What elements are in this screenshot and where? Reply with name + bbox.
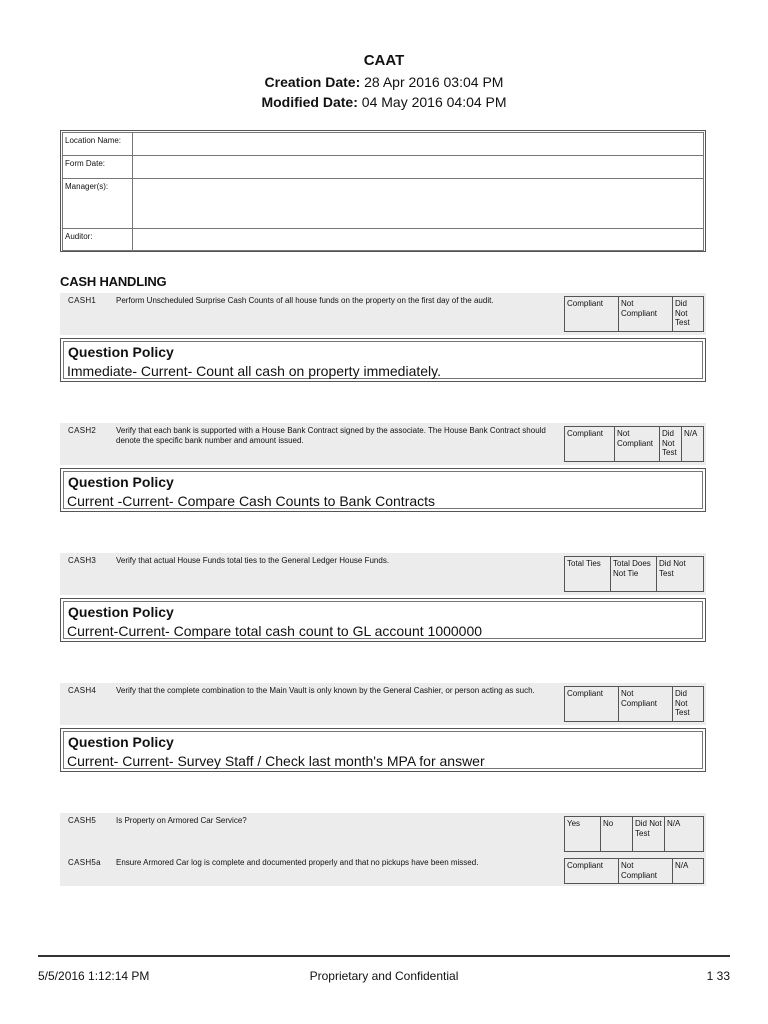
form-date-row [62, 155, 704, 179]
question-text: Verify that actual House Funds total ties to the General Ledger House Funds. [116, 556, 390, 565]
question-row-cash3 [60, 553, 706, 595]
footer-timestamp: 5/5/2016 1:12:14 PM [38, 969, 150, 983]
question-policy-cash3 [60, 598, 706, 642]
managers-label: Manager(s): [63, 179, 133, 228]
option-not-compliant[interactable]: Not Compliant [619, 297, 673, 331]
question-policy-cash1 [60, 338, 706, 382]
policy-text: Current- Current- Survey Staff / Check last month's MPA for answer [67, 753, 485, 769]
location-field[interactable] [135, 133, 703, 155]
managers-field[interactable] [135, 179, 703, 228]
option-not-compliant[interactable]: Not Compliant [619, 859, 673, 883]
footer-divider [38, 955, 730, 957]
response-options [564, 816, 704, 852]
policy-text: Current -Current- Compare Cash Counts to Bank Contracts [67, 493, 436, 509]
option-compliant[interactable]: Compliant [565, 859, 619, 883]
managers-row [62, 178, 704, 229]
info-table [60, 130, 706, 252]
question-policy-cash4 [60, 728, 706, 772]
question-text: Ensure Armored Car log is complete and documented properly and that no pickups have been missed. [116, 858, 479, 867]
response-options [564, 858, 704, 884]
question-policy-cash2 [60, 468, 706, 512]
question-code: CASH3 [68, 556, 97, 565]
creation-date [0, 74, 768, 90]
form-date-label: Form Date: [63, 156, 133, 178]
question-code: CASH1 [68, 296, 97, 305]
option-compliant[interactable]: Compliant [565, 687, 619, 721]
question-row-cash2 [60, 423, 706, 465]
form-date-field[interactable] [135, 156, 703, 178]
option-compliant[interactable]: Compliant [565, 427, 615, 461]
footer-page-number: 1 33 [706, 969, 730, 983]
question-text: Verify that each bank is supported with a House Bank Contract signed by the associate. The House Bank Contract should denote the specific bank number and amount issued. [116, 426, 546, 445]
question-code: CASH5 [68, 816, 97, 825]
response-options [564, 296, 704, 332]
location-row [62, 132, 704, 156]
question-text: Perform Unscheduled Surprise Cash Counts of all house funds on the property on the first day of the audit. [116, 296, 494, 305]
question-row-cash5 [60, 813, 706, 855]
response-options [564, 426, 704, 462]
option-did-not-test[interactable]: Did Not Test [675, 689, 690, 717]
option-na[interactable]: N/A [675, 861, 689, 870]
policy-heading: Question Policy [68, 474, 174, 490]
option-yes[interactable]: Yes [565, 817, 601, 851]
option-na[interactable]: N/A [684, 429, 698, 438]
auditor-field[interactable] [135, 229, 703, 250]
question-text: Verify that the complete combination to the Main Vault is only known by the General Cashier, or person acting as such. [116, 686, 535, 695]
question-code: CASH5a [68, 858, 101, 867]
document-title: CAAT [363, 52, 405, 69]
creation-date-value: 28 Apr 2016 03:04 PM [364, 74, 504, 90]
auditor-label: Auditor: [63, 229, 133, 250]
modified-date-value: 04 May 2016 04:04 PM [361, 94, 507, 110]
modified-date-label: Modified Date: [261, 94, 358, 110]
question-row-cash4 [60, 683, 706, 725]
policy-text: Current-Current- Compare total cash count to GL account 1000000 [67, 623, 483, 639]
section-title: CASH HANDLING [60, 274, 167, 289]
option-total-does-not-tie[interactable]: Total Does Not Tie [611, 557, 657, 591]
modified-date [0, 94, 768, 110]
option-not-compliant[interactable]: Not Compliant [615, 427, 660, 461]
footer-confidential: Proprietary and Confidential [309, 969, 459, 983]
option-na[interactable]: N/A [667, 819, 681, 828]
policy-heading: Question Policy [68, 344, 174, 360]
option-not-compliant[interactable]: Not Compliant [619, 687, 673, 721]
option-compliant[interactable]: Compliant [565, 297, 619, 331]
question-code: CASH2 [68, 426, 97, 435]
question-code: CASH4 [68, 686, 97, 695]
option-total-ties[interactable]: Total Ties [565, 557, 611, 591]
question-row-cash1 [60, 293, 706, 335]
policy-heading: Question Policy [68, 734, 174, 750]
option-did-not-test[interactable]: Did Not Test [659, 559, 686, 578]
policy-text: Immediate- Current- Count all cash on property immediately. [67, 363, 442, 379]
auditor-row [62, 228, 704, 251]
question-row-cash5a [60, 855, 706, 886]
option-did-not-test[interactable]: Did Not Test [633, 817, 665, 851]
creation-date-label: Creation Date: [264, 74, 361, 90]
location-label: Location Name: [63, 133, 133, 155]
response-options [564, 686, 704, 722]
question-text: Is Property on Armored Car Service? [116, 816, 247, 825]
response-options [564, 556, 704, 592]
option-did-not-test[interactable]: Did Not Test [660, 427, 682, 461]
option-did-not-test[interactable]: Did Not Test [675, 299, 690, 327]
policy-heading: Question Policy [68, 604, 174, 620]
option-no[interactable]: No [601, 817, 633, 851]
